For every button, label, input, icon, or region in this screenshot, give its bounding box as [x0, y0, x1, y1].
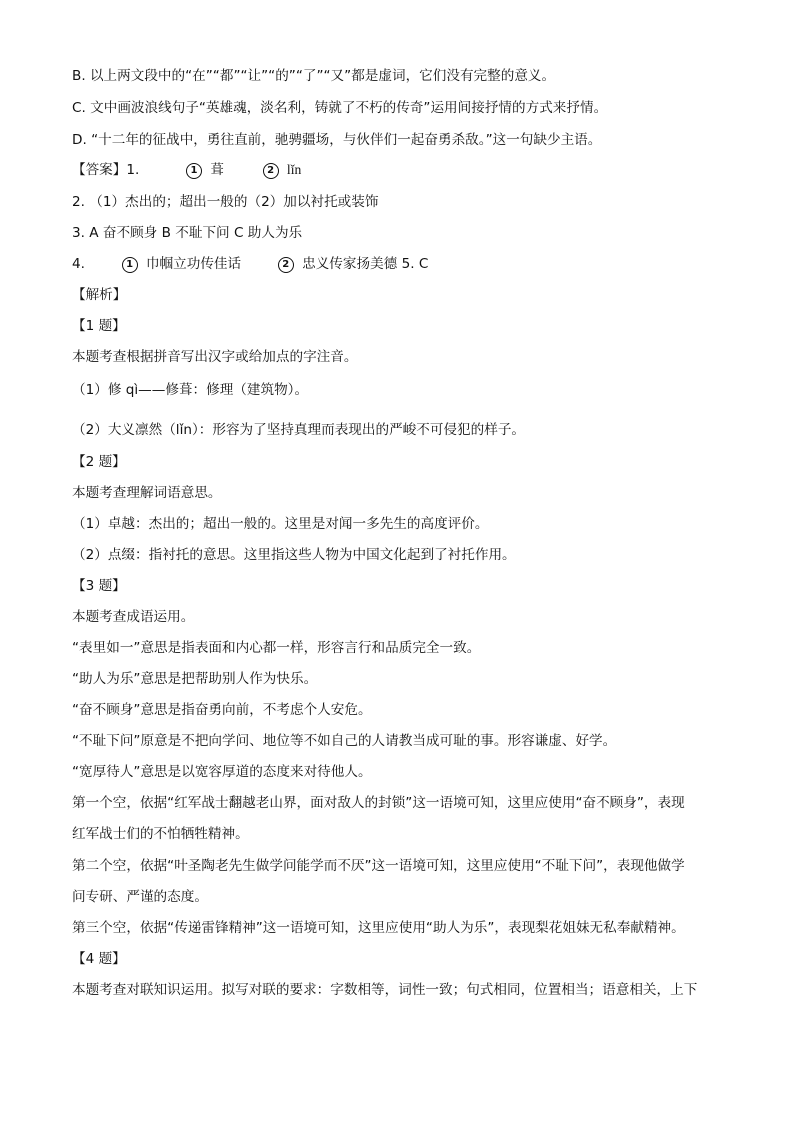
- q1-point-2: （2）大义凛然（lǐn）：形容为了坚持真理而表现出的严峻不可侵犯的样子。: [72, 422, 526, 438]
- q2-point-1: （1）卓越：杰出的；超出一般的。这里是对闻一多先生的高度评价。: [72, 516, 489, 532]
- circled-2-icon: 2: [263, 163, 279, 179]
- option-c: C. 文中画波浪线句子“英雄魂，淡名利，铸就了不朽的传奇”运用间接抒情的方式来抒情。: [72, 100, 608, 116]
- q3-point-7a: 第二个空，依据“叶圣陶老先生做学问能学而不厌”这一语境可知，这里应使用“不耻下问”，表现他做学: [72, 858, 685, 874]
- q2-heading: 【2 题】: [72, 454, 126, 470]
- q3-point-3: “奋不顾身”意思是指奋勇向前，不考虑个人安危。: [72, 702, 372, 718]
- answer-1: [72, 160, 728, 180]
- q3-point-6a: 第一个空，依据“红军战士翻越老山界，面对敌人的封锁”这一语境可知，这里应使用“奋不顾身”，表现: [72, 795, 685, 811]
- circled-1-icon: 1: [186, 163, 202, 179]
- answer4-value1: 巾帼立功传佳话: [145, 256, 242, 272]
- q3-point-5: “宽厚待人”意思是以宽容厚道的态度来对待他人。: [72, 764, 372, 780]
- circled-2-icon: 2: [278, 257, 294, 273]
- answer4-label: 4.: [72, 256, 85, 272]
- q3-heading: 【3 题】: [72, 578, 126, 594]
- q3-description: 本题考查成语运用。: [72, 609, 195, 625]
- q1-description: 本题考查根据拼音写出汉字或给加点的字注音。: [72, 349, 358, 365]
- answer-3: 3. A 奋不顾身 B 不耻下问 C 助人为乐: [72, 225, 303, 241]
- q3-point-4: “不耻下问”原意是不把向学问、地位等不如自己的人请教当成可耻的事。形容谦虚、好学。: [72, 733, 617, 749]
- q3-point-7b: 问专研、严谨的态度。: [72, 889, 208, 905]
- answer1-value2: lǐn: [286, 162, 302, 177]
- option-b: B. 以上两文段中的“在”“都”“让”“的”“了”“又”都是虚词，它们没有完整的意义。: [72, 68, 556, 84]
- q3-point-1: “表里如一”意思是指表面和内心都一样，形容言行和品质完全一致。: [72, 640, 481, 656]
- option-d: D. “十二年的征战中，勇往直前，驰骋疆场，与伙伴们一起奋勇杀敌。”这一句缺少主语。: [72, 132, 602, 148]
- q1-heading: 【1 题】: [72, 318, 126, 334]
- answer-label: 【答案】1.: [72, 162, 140, 178]
- q4-description: 本题考查对联知识运用。拟写对联的要求：字数相等，词性一致；句式相同，位置相当；语意相关，上下: [72, 982, 698, 998]
- q2-point-2: （2）点缀：指衬托的意思。这里指这些人物为中国文化起到了衬托作用。: [72, 547, 516, 563]
- analysis-heading: 【解析】: [72, 287, 127, 303]
- q4-heading: 【4 题】: [72, 951, 126, 967]
- answer-2: 2. （1）杰出的；超出一般的（2）加以衬托或装饰: [72, 194, 379, 210]
- q1-point-1: （1）修 qì——修葺：修理（建筑物）。: [72, 382, 309, 398]
- answer1-value1: 葺: [210, 162, 224, 178]
- q3-point-2: “助人为乐”意思是把帮助别人作为快乐。: [72, 671, 318, 687]
- answer4-value2: 忠义传家扬美德 5. C: [302, 256, 429, 272]
- q2-description: 本题考查理解词语意思。: [72, 485, 222, 501]
- answer-4: [72, 254, 728, 274]
- circled-1-icon: 1: [122, 257, 138, 273]
- q3-point-8: 第三个空，依据“传递雷锋精神”这一语境可知，这里应使用“助人为乐”，表现梨花姐妹无私奉献精神。: [72, 920, 685, 936]
- q3-point-6b: 红军战士们的不怕牺牲精神。: [72, 826, 249, 842]
